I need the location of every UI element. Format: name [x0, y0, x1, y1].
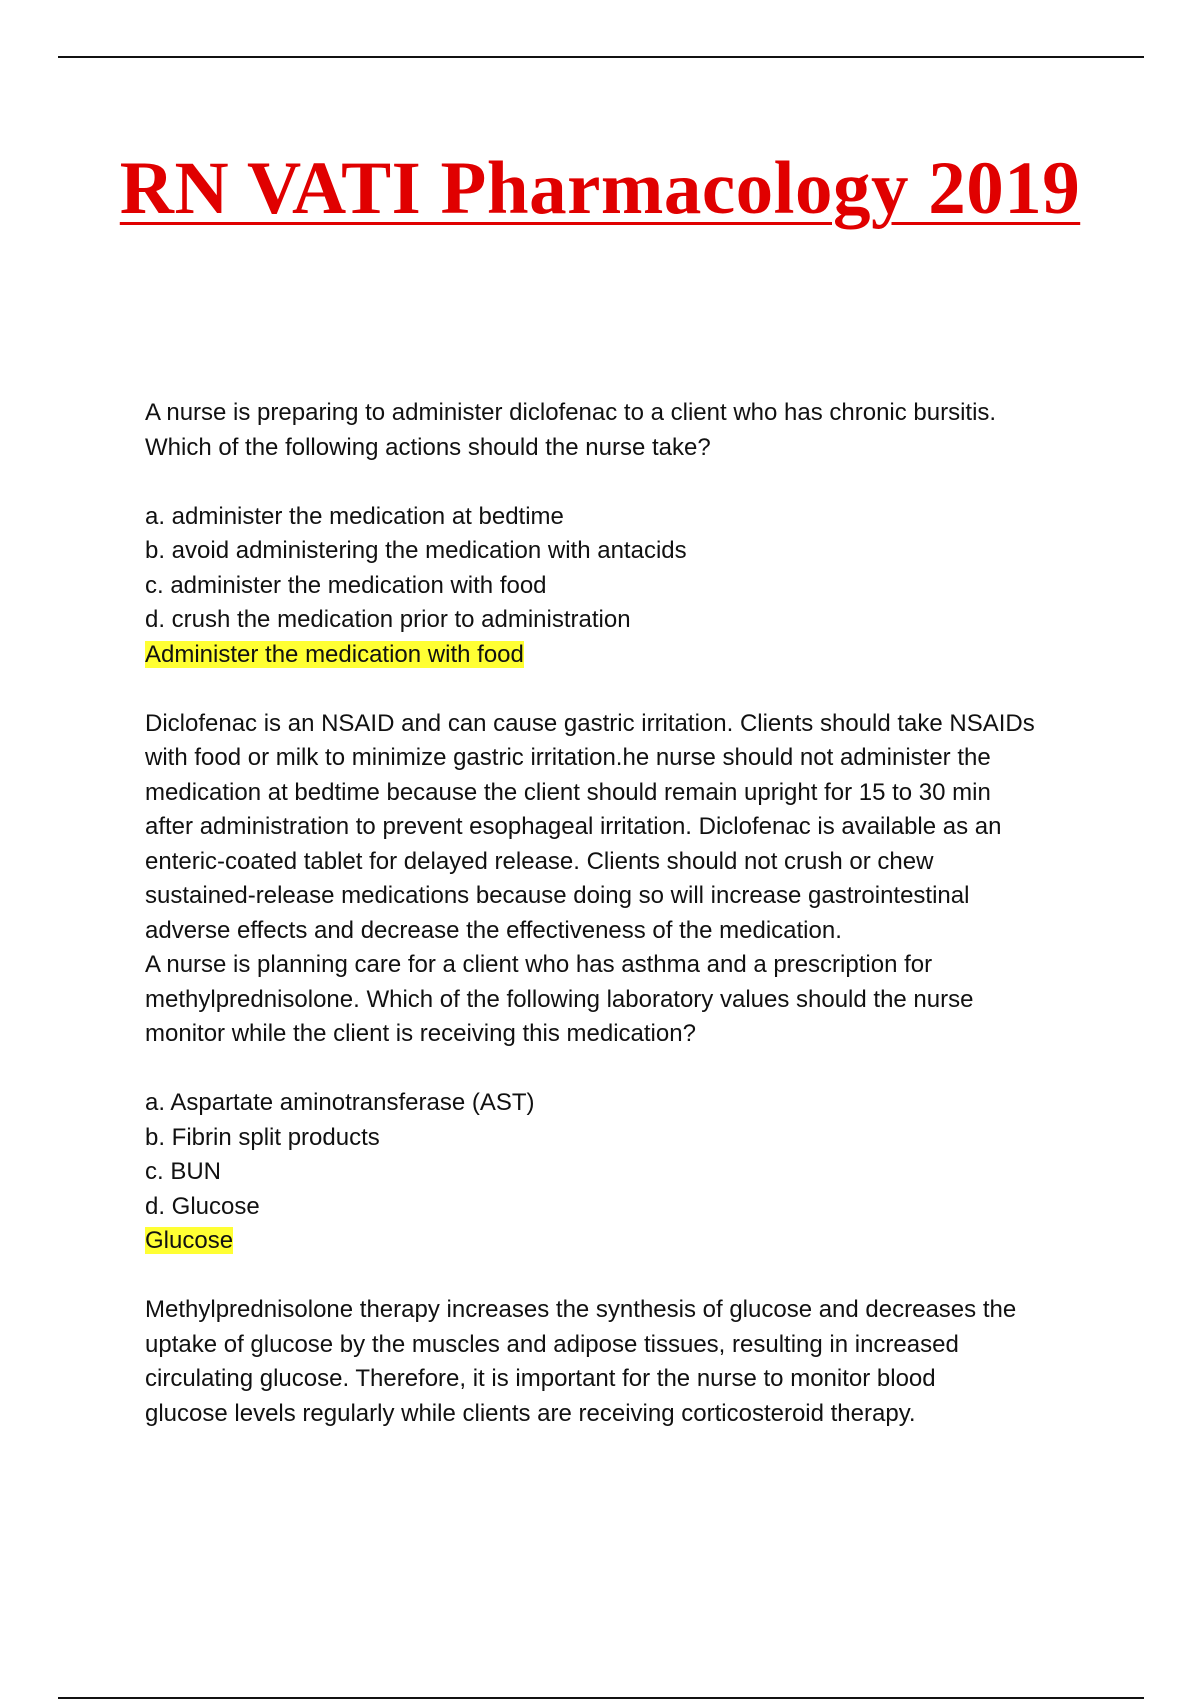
question-2-rationale	[145, 1293, 1095, 1431]
header-rule	[58, 56, 1144, 58]
option-c: c. BUN	[145, 1158, 222, 1185]
document-title-text: RN VATI Pharmacology 2019	[119, 147, 1081, 230]
question-1-stem	[145, 396, 1095, 465]
rationale-line: glucose levels regularly while clients are receiving corticosteroid therapy.	[145, 1399, 916, 1427]
spacer	[145, 672, 1095, 707]
rationale-line: uptake of glucose by the muscles and adipose tissues, resulting in increased	[145, 1330, 959, 1358]
rationale-line: medication at bedtime because the client should remain upright for 15 to 30 min	[145, 778, 991, 806]
option-a: a. Aspartate aminotransferase (AST)	[145, 1089, 535, 1116]
stem-line: methylprednisolone. Which of the following laboratory values should the nurse	[145, 985, 974, 1013]
option-b: b. Fibrin split products	[145, 1123, 380, 1151]
option-d: d. crush the medication prior to administration	[145, 606, 631, 633]
question-2-stem	[145, 948, 1095, 1052]
document-body	[145, 396, 1095, 1431]
stem-line: A nurse is planning care for a client who has asthma and a prescription for	[145, 951, 933, 978]
rationale-line: Methylprednisolone therapy increases the synthesis of glucose and decreases the	[145, 1296, 1017, 1323]
question-2	[145, 948, 1095, 1431]
rationale-line: adverse effects and decrease the effectiveness of the medication.	[145, 916, 842, 944]
option-c: c. administer the medication with food	[145, 571, 547, 599]
highlighted-answer: Glucose	[145, 1227, 234, 1254]
option-a: a. administer the medication at bedtime	[145, 502, 564, 530]
stem-line: Which of the following actions should the nurse take?	[145, 433, 711, 461]
question-2-options	[145, 1086, 1095, 1224]
rationale-line: sustained-release medications because doing so will increase gastrointestinal	[145, 882, 970, 909]
stem-line: monitor while the client is receiving this medication?	[145, 1020, 696, 1047]
question-1-answer	[145, 638, 1095, 673]
rationale-line: Diclofenac is an NSAID and can cause gastric irritation. Clients should take NSAIDs	[145, 709, 1035, 737]
stem-line: A nurse is preparing to administer diclofenac to a client who has chronic bursitis.	[145, 399, 997, 426]
highlighted-answer: Administer the medication with food	[145, 640, 524, 668]
spacer	[145, 1052, 1095, 1087]
rationale-line: with food or milk to minimize gastric irritation.he nurse should not administer the	[145, 744, 991, 771]
rationale-line: enteric-coated tablet for delayed release. Clients should not crush or chew	[145, 847, 934, 875]
rationale-line: circulating glucose. Therefore, it is important for the nurse to monitor blood	[145, 1365, 936, 1392]
question-2-answer	[145, 1224, 1095, 1259]
question-1-rationale	[145, 707, 1095, 949]
spacer	[145, 1259, 1095, 1294]
spacer	[145, 465, 1095, 500]
footer-rule	[58, 1697, 1144, 1699]
question-1	[145, 396, 1095, 948]
rationale-line: after administration to prevent esophageal irritation. Diclofenac is available as an	[145, 813, 1002, 840]
option-d: d. Glucose	[145, 1192, 260, 1220]
question-1-options	[145, 500, 1095, 638]
option-b: b. avoid administering the medication with antacids	[145, 537, 687, 564]
document-title	[0, 146, 1200, 232]
